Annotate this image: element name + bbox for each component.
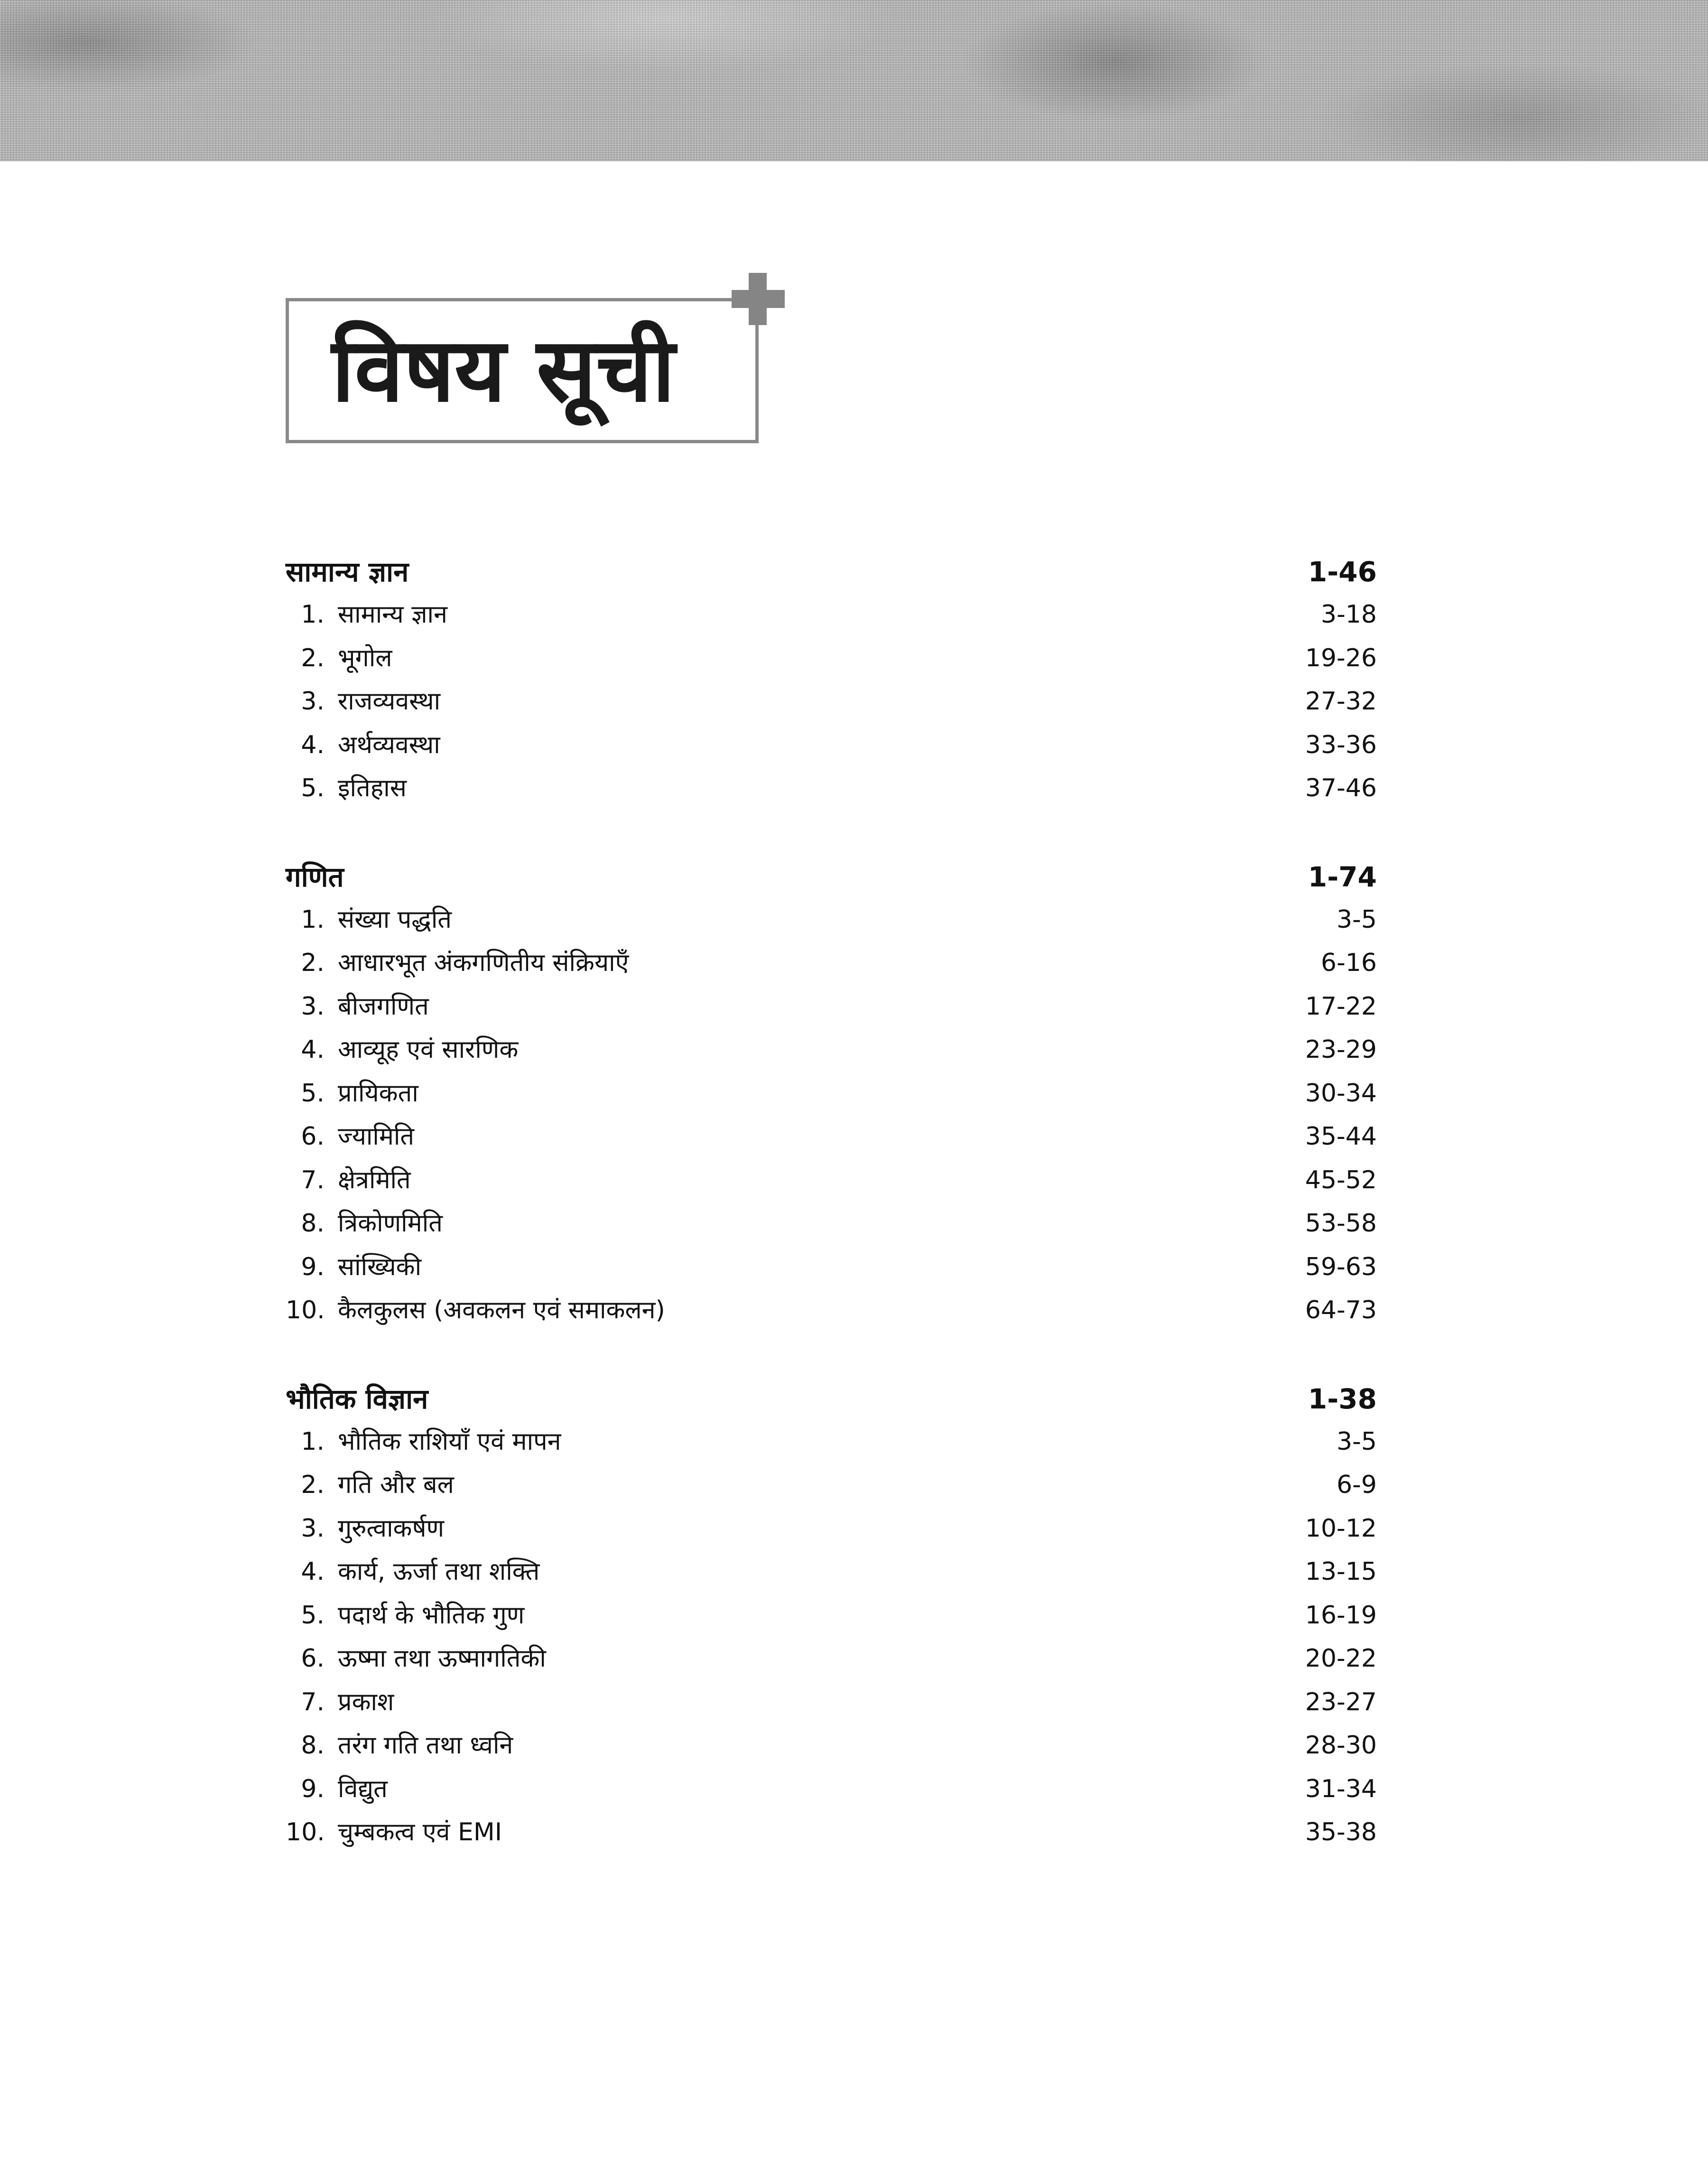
toc-entry[interactable]: [286, 1594, 1377, 1638]
toc-entry[interactable]: [286, 1289, 1377, 1333]
entry-pages: 53-58: [1305, 1209, 1377, 1238]
entry-number: 1.: [301, 905, 325, 934]
entry-title: अर्थव्यवस्था: [338, 730, 440, 759]
entry-number: 6.: [301, 1122, 325, 1151]
entry-title: आधारभूत अंकगणितीय संक्रियाएँ: [338, 949, 629, 977]
entry-number: 5.: [301, 774, 325, 802]
toc-entry[interactable]: [286, 1681, 1377, 1725]
entry-pages: 35-38: [1305, 1818, 1377, 1846]
entry-pages: 10-12: [1305, 1514, 1377, 1543]
entry-number: 6.: [301, 1644, 325, 1673]
entry-number: 4.: [301, 1035, 325, 1064]
entry-number: 3.: [301, 1514, 325, 1543]
table-of-contents: [286, 550, 1377, 1900]
entry-number: 4.: [301, 730, 325, 759]
toc-entry[interactable]: [286, 1028, 1377, 1072]
entry-number: 4.: [301, 1557, 325, 1586]
entry-number: 8.: [301, 1209, 325, 1238]
entry-title: विद्युत: [338, 1774, 388, 1803]
entry-number: 2.: [301, 643, 325, 672]
entry-title: कार्य, ऊर्जा तथा शक्ति: [338, 1557, 540, 1586]
section-title: गणित: [286, 860, 344, 893]
entry-number: 5.: [301, 1601, 325, 1630]
entry-title: राजव्यवस्था: [338, 687, 441, 716]
entry-pages: 6-9: [1337, 1471, 1377, 1499]
entry-number: 2.: [301, 1471, 325, 1499]
entry-pages: 19-26: [1305, 643, 1377, 672]
entry-pages: 27-32: [1305, 687, 1377, 716]
toc-entry[interactable]: [286, 898, 1377, 942]
entry-number: 5.: [301, 1079, 325, 1108]
toc-entry[interactable]: [286, 985, 1377, 1029]
toc-section: [286, 1378, 1377, 1855]
entry-number: 1.: [301, 1427, 325, 1456]
entry-title: चुम्बकत्व एवं EMI: [338, 1818, 502, 1846]
entry-pages: 16-19: [1305, 1601, 1377, 1630]
section-page-range: 1-46: [1308, 556, 1377, 588]
entry-title: सामान्य ज्ञान: [338, 600, 447, 629]
section-title: भौतिक विज्ञान: [286, 1382, 428, 1415]
entry-pages: 30-34: [1305, 1079, 1377, 1108]
entry-number: 9.: [301, 1774, 325, 1803]
entry-pages: 45-52: [1305, 1165, 1377, 1194]
toc-entry[interactable]: [286, 680, 1377, 724]
entry-title: गति और बल: [338, 1471, 454, 1499]
section-heading[interactable]: [286, 550, 1377, 593]
entry-title: इतिहास: [338, 774, 407, 802]
toc-section: [286, 550, 1377, 811]
toc-entry[interactable]: [286, 1724, 1377, 1768]
toc-entry[interactable]: [286, 1159, 1377, 1203]
entry-pages: 13-15: [1305, 1557, 1377, 1586]
entry-title: प्रकाश: [338, 1687, 394, 1716]
entry-pages: 17-22: [1305, 992, 1377, 1021]
toc-entry[interactable]: [286, 724, 1377, 767]
entry-number: 3.: [301, 687, 325, 716]
entry-title: त्रिकोणमिति: [338, 1209, 443, 1238]
entry-title: पदार्थ के भौतिक गुण: [338, 1601, 525, 1630]
entry-pages: 20-22: [1305, 1644, 1377, 1673]
toc-entry[interactable]: [286, 1420, 1377, 1464]
entry-title: गुरुत्वाकर्षण: [338, 1514, 445, 1543]
toc-entry[interactable]: [286, 767, 1377, 811]
entry-number: 1.: [301, 600, 325, 629]
entry-number: 7.: [301, 1687, 325, 1716]
entry-number: 8.: [301, 1731, 325, 1760]
entry-pages: 28-30: [1305, 1731, 1377, 1760]
entry-title: प्रायिकता: [338, 1079, 418, 1108]
page-title: विषय सूची: [332, 318, 675, 421]
toc-entry[interactable]: [286, 637, 1377, 680]
toc-entry[interactable]: [286, 942, 1377, 985]
entry-title: कैलकुलस (अवकलन एवं समाकलन): [338, 1296, 665, 1324]
toc-section: [286, 856, 1377, 1333]
title-frame: [286, 298, 759, 443]
entry-title: तरंग गति तथा ध्वनि: [338, 1731, 513, 1760]
toc-entry[interactable]: [286, 593, 1377, 637]
entry-title: संख्या पद्धति: [338, 905, 452, 934]
toc-entry[interactable]: [286, 1464, 1377, 1507]
entry-pages: 59-63: [1305, 1252, 1377, 1281]
toc-entry[interactable]: [286, 1768, 1377, 1811]
toc-entry[interactable]: [286, 1637, 1377, 1681]
entry-pages: 31-34: [1305, 1774, 1377, 1803]
toc-entry[interactable]: [286, 1811, 1377, 1855]
entry-pages: 3-5: [1337, 905, 1377, 934]
entry-title: ऊष्मा तथा ऊष्मागतिकी: [338, 1644, 546, 1673]
entry-pages: 23-29: [1305, 1035, 1377, 1064]
section-page-range: 1-74: [1308, 860, 1377, 893]
entry-number: 10.: [286, 1296, 325, 1324]
entry-pages: 37-46: [1305, 774, 1377, 802]
entry-pages: 3-5: [1337, 1427, 1377, 1456]
toc-entry[interactable]: [286, 1072, 1377, 1116]
entry-pages: 33-36: [1305, 730, 1377, 759]
entry-title: आव्यूह एवं सारणिक: [338, 1035, 519, 1064]
entry-title: भूगोल: [338, 643, 392, 672]
toc-entry[interactable]: [286, 1202, 1377, 1246]
section-page-range: 1-38: [1308, 1382, 1377, 1415]
entry-number: 9.: [301, 1252, 325, 1281]
section-heading[interactable]: [286, 1378, 1377, 1420]
entry-pages: 23-27: [1305, 1687, 1377, 1716]
entry-title: बीजगणित: [338, 992, 429, 1021]
entry-number: 7.: [301, 1165, 325, 1194]
header-banner: [0, 0, 1708, 161]
entry-title: सांख्यिकी: [338, 1252, 422, 1281]
entry-title: ज्यामिति: [338, 1122, 415, 1151]
entry-pages: 6-16: [1320, 949, 1377, 977]
entry-pages: 35-44: [1305, 1122, 1377, 1151]
entry-pages: 3-18: [1320, 600, 1377, 629]
section-heading[interactable]: [286, 856, 1377, 898]
entry-title: क्षेत्रमिति: [338, 1165, 411, 1194]
toc-entry[interactable]: [286, 1115, 1377, 1159]
toc-entry[interactable]: [286, 1507, 1377, 1551]
entry-number: 3.: [301, 992, 325, 1021]
toc-entry[interactable]: [286, 1246, 1377, 1289]
entry-number: 10.: [286, 1818, 325, 1846]
plus-icon-bar: [732, 290, 785, 308]
entry-title: भौतिक राशियाँ एवं मापन: [338, 1427, 561, 1456]
section-title: सामान्य ज्ञान: [286, 556, 409, 588]
toc-entry[interactable]: [286, 1550, 1377, 1594]
entry-pages: 64-73: [1305, 1296, 1377, 1324]
entry-number: 2.: [301, 949, 325, 977]
